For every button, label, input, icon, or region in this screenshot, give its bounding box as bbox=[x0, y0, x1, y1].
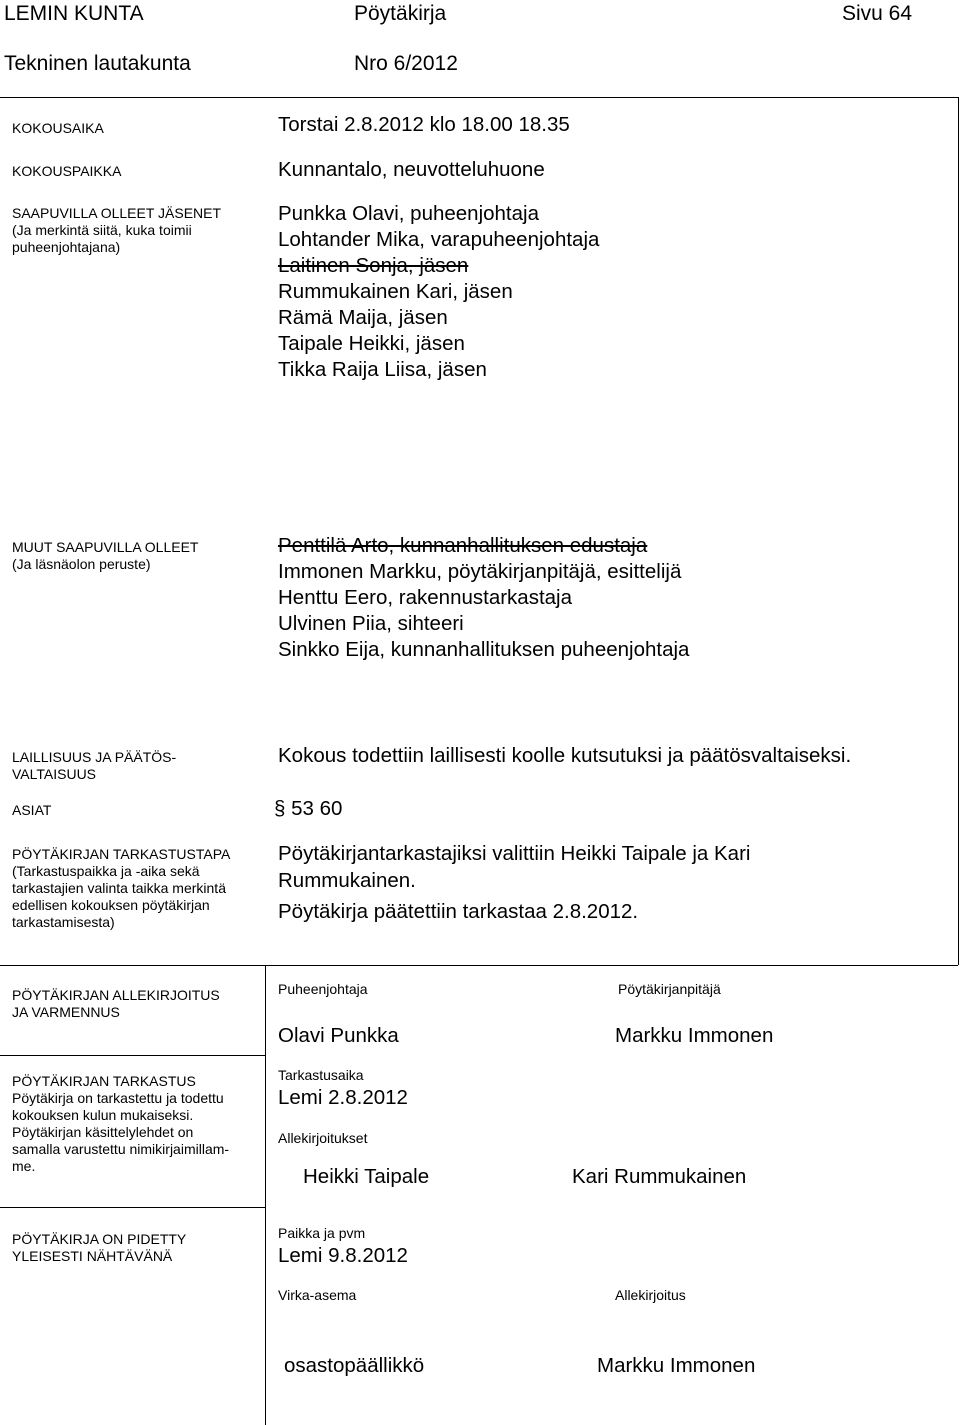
document-type: Pöytäkirja bbox=[354, 2, 447, 25]
other-item: Henttu Eero, rakennustarkastaja bbox=[278, 586, 572, 609]
signing-label: PÖYTÄKIRJAN ALLEKIRJOITUS JA VARMENNUS bbox=[12, 987, 220, 1020]
inspection-time-value: Lemi 2.8.2012 bbox=[278, 1086, 408, 1109]
divider-inspection-public bbox=[0, 1207, 265, 1208]
member-item: Tikka Raija Liisa, jäsen bbox=[278, 358, 487, 381]
others-list bbox=[278, 533, 689, 663]
public-label: PÖYTÄKIRJA ON PIDETTY YLEISESTI NÄHTÄVÄNÄ bbox=[12, 1231, 187, 1264]
items-label: ASIAT bbox=[12, 802, 52, 818]
member-item-struck: Laitinen Sonja, jäsen bbox=[278, 254, 469, 277]
signer-1: Heikki Taipale bbox=[303, 1165, 430, 1188]
other-item: Ulvinen Piia, sihteeri bbox=[278, 612, 464, 635]
other-item: Sinkko Eija, kunnanhallituksen puheenjohtaja bbox=[278, 638, 690, 661]
inspection-method-label: PÖYTÄKIRJAN TARKASTUSTAPA (Tarkastuspaikka ja -aika sekä tarkastajien valinta taikka merkintä edellisen kokouksen pöytäkirjan tarkastamisesta) bbox=[12, 846, 231, 930]
board-name: Tekninen lautakunta bbox=[4, 52, 191, 75]
legality-value: Kokous todettiin laillisesti koolle kutsutuksi ja päätösvaltaiseksi. bbox=[278, 744, 852, 767]
meeting-place-label: KOKOUSPAIKKA bbox=[12, 163, 122, 179]
column-divider-lower bbox=[265, 965, 266, 1425]
public-place-value: Lemi 9.8.2012 bbox=[278, 1244, 408, 1267]
right-border-upper bbox=[958, 97, 959, 965]
meeting-place-value: Kunnantalo, neuvotteluhuone bbox=[278, 158, 545, 181]
divider-signing-inspection bbox=[0, 1055, 265, 1056]
divider-signing bbox=[0, 965, 958, 966]
signature-value: Markku Immonen bbox=[597, 1354, 756, 1377]
secretary-title: Pöytäkirjanpitäjä bbox=[618, 981, 721, 997]
other-item-struck: Penttilä Arto, kunnanhallituksen edustaja bbox=[278, 534, 648, 557]
signature-title: Allekirjoitus bbox=[615, 1287, 686, 1303]
member-item: Rämä Maija, jäsen bbox=[278, 306, 448, 329]
other-item: Immonen Markku, pöytäkirjanpitäjä, esittelijä bbox=[278, 560, 682, 583]
position-value: osastopäällikkö bbox=[284, 1354, 425, 1377]
meeting-time-value: Torstai 2.8.2012 klo 18.00 18.35 bbox=[278, 113, 570, 136]
secretary-name: Markku Immonen bbox=[615, 1024, 774, 1047]
municipality: LEMIN KUNTA bbox=[4, 2, 144, 25]
member-item: Punkka Olavi, puheenjohtaja bbox=[278, 202, 539, 225]
signatures-title: Allekirjoitukset bbox=[278, 1130, 368, 1146]
inspection-method-value: Pöytäkirjantarkastajiksi valittiin Heikki Taipale ja Kari Rummukainen. Pöytäkirja päätettiin tarkastaa 2.8.2012. bbox=[278, 842, 751, 923]
items-value: § 53 60 bbox=[274, 797, 343, 820]
members-list bbox=[278, 201, 599, 383]
legality-label: LAILLISUUS JA PÄÄTÖS- VALTAISUUS bbox=[12, 749, 177, 782]
page-number: Sivu 64 bbox=[842, 2, 913, 25]
top-border bbox=[0, 97, 958, 98]
member-item: Rummukainen Kari, jäsen bbox=[278, 280, 513, 303]
others-label: MUUT SAAPUVILLA OLLEET (Ja läsnäolon peruste) bbox=[12, 539, 199, 572]
position-title: Virka-asema bbox=[278, 1287, 357, 1303]
inspection-time-title: Tarkastusaika bbox=[278, 1067, 364, 1083]
signer-2: Kari Rummukainen bbox=[572, 1165, 747, 1188]
member-item: Taipale Heikki, jäsen bbox=[278, 332, 465, 355]
chair-title: Puheenjohtaja bbox=[278, 981, 368, 997]
document-number: Nro 6/2012 bbox=[354, 52, 458, 75]
member-item: Lohtander Mika, varapuheenjohtaja bbox=[278, 228, 600, 251]
chair-name: Olavi Punkka bbox=[278, 1024, 399, 1047]
inspection-label: PÖYTÄKIRJAN TARKASTUS Pöytäkirja on tarkastettu ja todettu kokouksen kulun mukaiseksi. Pöytäkirjan käsittelylehdet on samalla varustettu nimikirjaimillam- me. bbox=[12, 1073, 230, 1174]
public-place-title: Paikka ja pvm bbox=[278, 1225, 366, 1241]
members-label: SAAPUVILLA OLLEET JÄSENET (Ja merkintä siitä, kuka toimii puheenjohtajana) bbox=[12, 205, 222, 255]
meeting-time-label: KOKOUSAIKA bbox=[12, 120, 104, 136]
